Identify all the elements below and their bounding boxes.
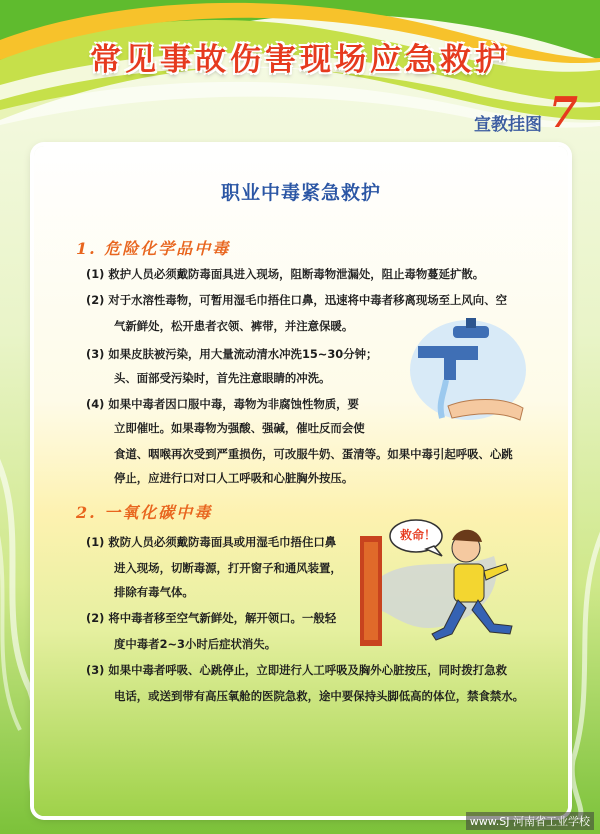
text-line: 食道、咽喉再次受到严重损伤，可改服牛奶、蛋清等。如果中毒引起呼吸、心跳 [114, 447, 513, 461]
faucet-washing-illustration [408, 318, 528, 423]
text-line: 进入现场，切断毒源，打开窗子和通风装置， [114, 561, 342, 575]
decorative-swirl-right [568, 520, 600, 820]
text-line: (1) 救防人员必须戴防毒面具或用湿毛巾捂住口鼻 [86, 535, 337, 549]
text-line: 头、面部受污染时，首先注意眼睛的冲洗。 [114, 371, 331, 385]
text-line: (2) 对于水溶性毒物，可暂用湿毛巾捂住口鼻，迅速将中毒者移离现场至上风向、空 [86, 293, 507, 307]
main-title: 常见事故伤害现场应急救护 [90, 42, 510, 78]
watermark: www.SJ 河南省工业学校 [466, 812, 594, 830]
series-label: 宣教挂图 [474, 115, 542, 135]
content-card [34, 146, 568, 816]
text-line: (1) 救护人员必须戴防毒面具进入现场，阻断毒物泄漏处，阻止毒物蔓延扩散。 [86, 267, 485, 281]
text-line: 停止，应进行口对口人工呼吸和心脏胸外按压。 [114, 471, 354, 485]
text-line: (3) 如果中毒者呼吸、心跳停止，立即进行人工呼吸及胸外心脏按压，同时拨打急救 [86, 663, 507, 677]
card-title: 职业中毒紧急救护 [220, 182, 381, 204]
series-number: 7 [548, 88, 578, 137]
text-line: (2) 将中毒者移至空气新鲜处，解开领口。一般轻 [86, 611, 337, 625]
text-line: 电话，或送到带有高压氧舱的医院急救，途中要保持头脚低高的体位，禁食禁水。 [114, 689, 525, 703]
text-line: 立即催吐。如果毒物为强酸、强碱，催吐反而会使 [114, 421, 365, 435]
text-line: 气新鲜处，松开患者衣领、裤带，并注意保暖。 [114, 319, 354, 333]
escaping-person-illustration [354, 516, 534, 651]
text-line: 度中毒者2~3小时后症状消失。 [114, 637, 277, 651]
speech-bubble-text: 救命！ [399, 528, 436, 542]
text-line: 排除有毒气体。 [114, 585, 194, 599]
text-line: (4) 如果中毒者因口服中毒，毒物为非腐蚀性物质，要 [86, 397, 359, 411]
header-banner [0, 0, 600, 150]
text-line: (3) 如果皮肤被污染，用大量流动清水冲洗15~30分钟； [86, 347, 378, 361]
section-heading-chemical: 1. 危险化学品中毒 [76, 239, 231, 258]
section-heading-carbon-monoxide: 2. 一氧化碳中毒 [76, 503, 213, 522]
